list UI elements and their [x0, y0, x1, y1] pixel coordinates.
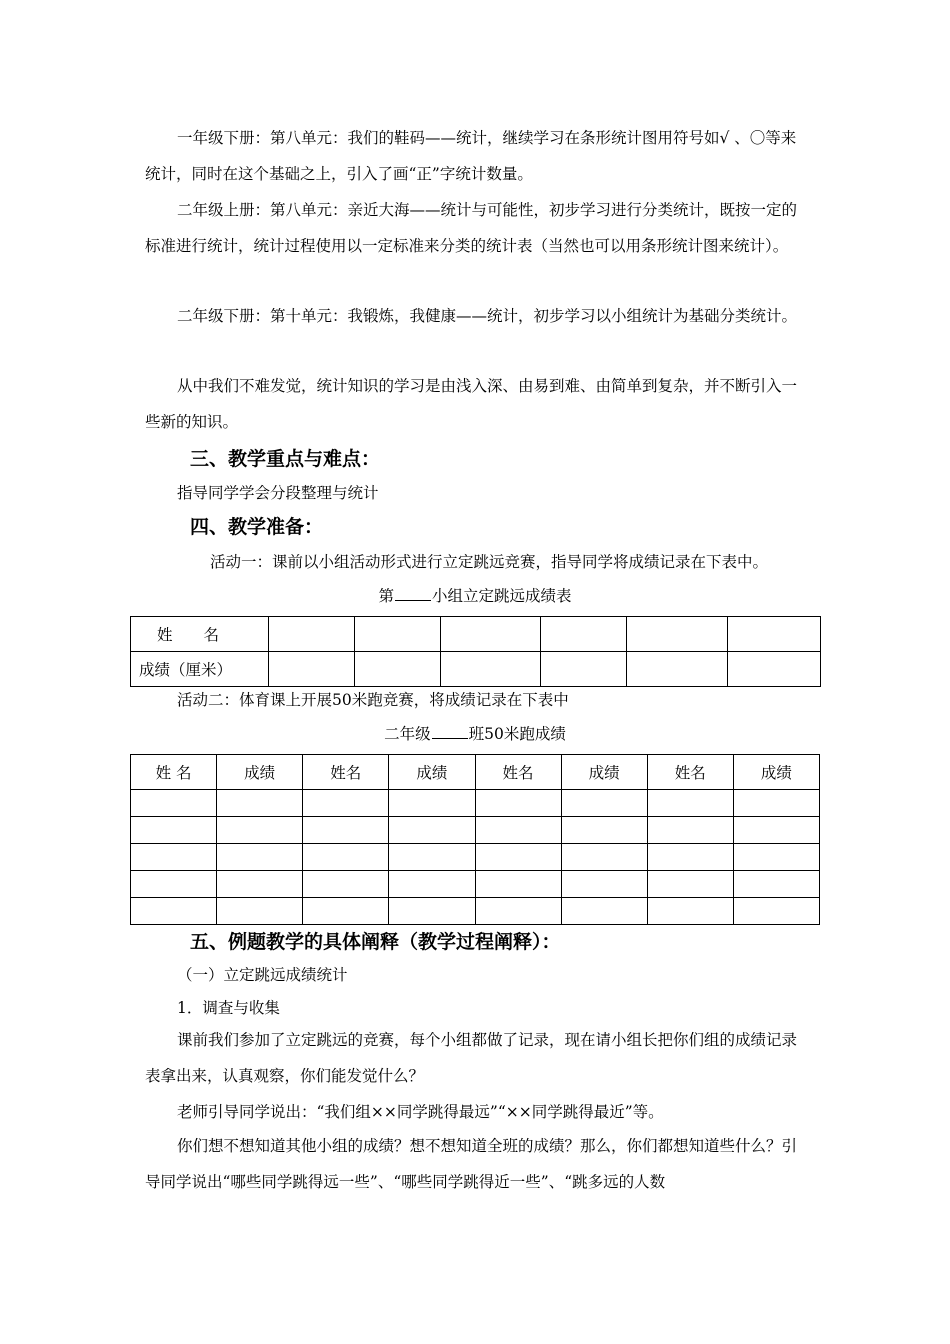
table-cell[interactable]	[733, 817, 819, 844]
long-jump-score-table	[130, 616, 821, 687]
activity1-text: 活动一：课前以小组活动形式进行立定跳远竞赛，指导同学将成绩记录在下表中。	[210, 553, 769, 571]
table-cell[interactable]	[561, 871, 647, 898]
table-cell[interactable]	[561, 817, 647, 844]
table-cell[interactable]	[475, 817, 561, 844]
section3-heading: 三、教学重点与难点：	[190, 448, 381, 470]
section5-subheading-2: 1．调查与收集	[177, 999, 280, 1017]
table-cell[interactable]	[647, 871, 733, 898]
table-cell[interactable]	[131, 844, 217, 871]
table-row	[131, 898, 820, 925]
table-cell[interactable]	[389, 844, 475, 871]
header-score: 成绩	[733, 755, 819, 790]
table1-caption-suffix: 小组立定跳远成绩表	[432, 587, 572, 605]
header-name: 姓名	[303, 755, 389, 790]
header-name: 姓 名	[131, 755, 217, 790]
table1-caption-prefix: 第	[378, 587, 394, 605]
table-cell[interactable]	[389, 871, 475, 898]
table-cell[interactable]	[303, 871, 389, 898]
paragraph-teacher-guide: 老师引导同学说出：“我们组××同学跳得最远”“××同学跳得最近”等。	[177, 1103, 664, 1121]
table-cell[interactable]	[733, 844, 819, 871]
table-cell[interactable]	[441, 617, 541, 652]
table-cell[interactable]	[131, 898, 217, 925]
table2-caption	[130, 724, 820, 744]
table-header-row	[131, 755, 820, 790]
paragraph-grade2-vol2: 二年级下册：第十单元：我锻炼，我健康——统计，初步学习以小组统计为基础分类统计。	[177, 307, 798, 325]
table-cell[interactable]	[131, 817, 217, 844]
caption-blank[interactable]	[432, 724, 468, 739]
paragraph-summary: 从中我们不难发觉，统计知识的学习是由浅入深、由易到难、由简单到复杂，并不断引入一些新的知识。	[145, 377, 798, 431]
table-cell[interactable]	[647, 844, 733, 871]
table-cell[interactable]	[355, 652, 441, 687]
table-cell[interactable]	[647, 790, 733, 817]
table-cell[interactable]	[561, 844, 647, 871]
table-cell[interactable]	[303, 898, 389, 925]
table-cell[interactable]	[733, 898, 819, 925]
table-cell[interactable]	[561, 898, 647, 925]
table-cell[interactable]	[389, 790, 475, 817]
header-name: 姓名	[647, 755, 733, 790]
header-score: 成绩	[389, 755, 475, 790]
table-cell[interactable]	[475, 898, 561, 925]
section5-subheading-1: （一）立定跳远成绩统计	[177, 966, 348, 984]
table-cell[interactable]	[541, 652, 627, 687]
table1-caption	[130, 586, 820, 606]
caption-blank[interactable]	[395, 586, 431, 601]
table-cell[interactable]	[303, 844, 389, 871]
table-row	[131, 817, 820, 844]
table-cell[interactable]	[217, 898, 303, 925]
header-name: 姓名	[475, 755, 561, 790]
table-cell[interactable]	[355, 617, 441, 652]
table-cell[interactable]	[561, 790, 647, 817]
table-cell[interactable]	[131, 790, 217, 817]
header-score: 成绩	[217, 755, 303, 790]
paragraph-questions: 你们想不想知道其他小组的成绩？想不想知道全班的成绩？那么，你们都想知道些什么？引导同学说出“哪些同学跳得远一些”、“哪些同学跳得近一些”、“跳多远的人数	[145, 1137, 798, 1191]
table-cell[interactable]	[217, 844, 303, 871]
section4-heading: 四、教学准备：	[190, 516, 324, 538]
paragraph-collect: 课前我们参加了立定跳远的竞赛，每个小组都做了记录，现在请小组长把你们组的成绩记录表拿出来，认真观察，你们能发觉什么？	[145, 1031, 798, 1085]
table2-caption-suffix: 班50米跑成绩	[468, 725, 566, 743]
table-cell[interactable]	[389, 898, 475, 925]
table2-caption-prefix: 二年级	[384, 725, 431, 743]
table-cell[interactable]	[647, 898, 733, 925]
table-cell[interactable]	[269, 652, 355, 687]
table-cell[interactable]	[475, 844, 561, 871]
table-cell[interactable]	[389, 817, 475, 844]
section5-heading: 五、例题教学的具体阐释（教学过程阐释）：	[190, 931, 561, 953]
table-row	[131, 790, 820, 817]
paragraph-grade2-vol1: 二年级上册：第八单元：亲近大海——统计与可能性，初步学习进行分类统计，既按一定的标准进行统计，统计过程使用以一定标准来分类的统计表（当然也可以用条形统计图来统计）。	[145, 201, 798, 255]
table-cell[interactable]	[627, 652, 728, 687]
sprint-50m-score-table	[130, 754, 820, 925]
table-row	[131, 617, 821, 652]
table-cell[interactable]	[475, 790, 561, 817]
table-cell[interactable]	[217, 871, 303, 898]
table-cell[interactable]	[627, 617, 728, 652]
table-cell[interactable]	[303, 817, 389, 844]
table-cell[interactable]	[733, 871, 819, 898]
activity2-text: 活动二：体育课上开展50米跑竞赛，将成绩记录在下表中	[177, 691, 569, 709]
row-label-name: 姓 名	[131, 617, 269, 652]
table-cell[interactable]	[728, 652, 821, 687]
table-row	[131, 652, 821, 687]
paragraph-grade1-vol2: 一年级下册：第八单元：我们的鞋码——统计，继续学习在条形统计图用符号如√ 、〇等来统计，同时在这个基础之上，引入了画“正”字统计数量。	[145, 129, 797, 183]
table-cell[interactable]	[217, 790, 303, 817]
table-cell[interactable]	[733, 790, 819, 817]
table-row	[131, 871, 820, 898]
table-row	[131, 844, 820, 871]
table-cell[interactable]	[131, 871, 217, 898]
header-score: 成绩	[561, 755, 647, 790]
table-cell[interactable]	[303, 790, 389, 817]
table-cell[interactable]	[475, 871, 561, 898]
table-cell[interactable]	[728, 617, 821, 652]
table-cell[interactable]	[441, 652, 541, 687]
table-cell[interactable]	[541, 617, 627, 652]
row-label-score: 成绩（厘米）	[131, 652, 269, 687]
table-cell[interactable]	[217, 817, 303, 844]
table-cell[interactable]	[647, 817, 733, 844]
section3-text: 指导同学学会分段整理与统计	[177, 484, 379, 502]
table-cell[interactable]	[269, 617, 355, 652]
